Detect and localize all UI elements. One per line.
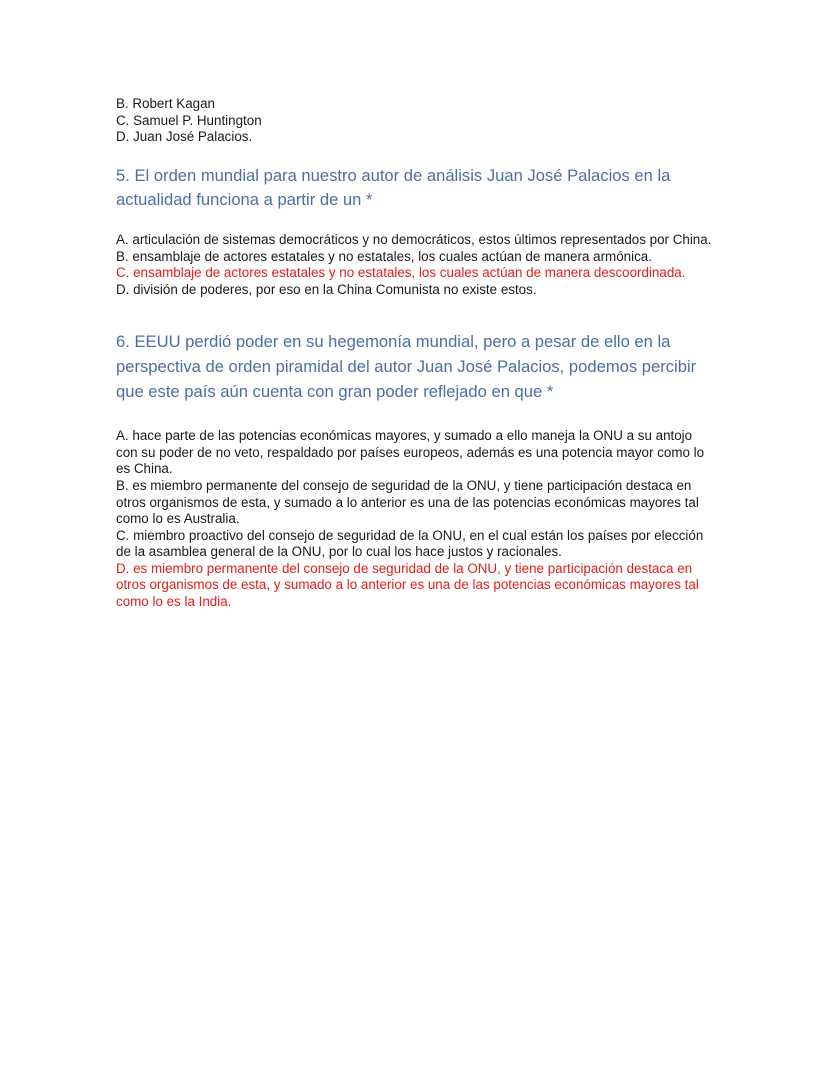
q6-option-c: C. miembro proactivo del consejo de seguridad de la ONU, en el cual están los países por elección de la asamblea general de la ONU, por lo cual los hace justos y racionales. bbox=[116, 527, 704, 560]
option-d: D. Juan José Palacios. bbox=[116, 129, 253, 145]
question-6-options bbox=[116, 428, 716, 611]
question-5-title: 5. El orden mundial para nuestro autor de análisis Juan José Palacios en la actualidad funciona a partir de un * bbox=[116, 165, 671, 210]
q5-option-d: D. división de poderes, por eso en la China Comunista no existe estos. bbox=[116, 281, 537, 297]
q5-option-c-correct: C. ensamblaje de actores estatales y no estatales, los cuales actúan de manera descoordinada. bbox=[116, 265, 686, 281]
previous-question-options bbox=[116, 96, 716, 146]
q6-option-d-correct: D. es miembro permanente del consejo de seguridad de la ONU, y tiene participación destaca en otros organismos de esta, y sumado a lo anterior es una de las potencias económicas mayores tal como lo es la India. bbox=[116, 560, 699, 610]
q5-option-b: B. ensamblaje de actores estatales y no estatales, los cuales actúan de manera armónica. bbox=[116, 248, 652, 264]
document-page bbox=[116, 96, 716, 611]
q5-option-a: A. articulación de sistemas democráticos y no democráticos, estos últimos representados por China. bbox=[116, 231, 712, 247]
q6-option-a: A. hace parte de las potencias económicas mayores, y sumado a ello maneja la ONU a su antojo con su poder de no veto, respaldado por países europeos, además es una potencia mayor como lo es China. bbox=[116, 428, 705, 477]
option-b: B. Robert Kagan bbox=[116, 96, 216, 111]
option-c: C. Samuel P. Huntington bbox=[116, 112, 262, 128]
question-5-options bbox=[116, 232, 716, 298]
question-6-title: 6. EEUU perdió poder en su hegemonía mundial, pero a pesar de ello en la perspectiva de orden piramidal del autor Juan José Palacios, podemos percibir que este país aún cuenta con gran poder reflejado en que * bbox=[116, 332, 697, 401]
q6-option-b: B. es miembro permanente del consejo de seguridad de la ONU, y tiene participación destaca en otros organismos de esta, y sumado a lo anterior es una de las potencias económicas mayores tal como lo es Australia. bbox=[116, 477, 699, 527]
